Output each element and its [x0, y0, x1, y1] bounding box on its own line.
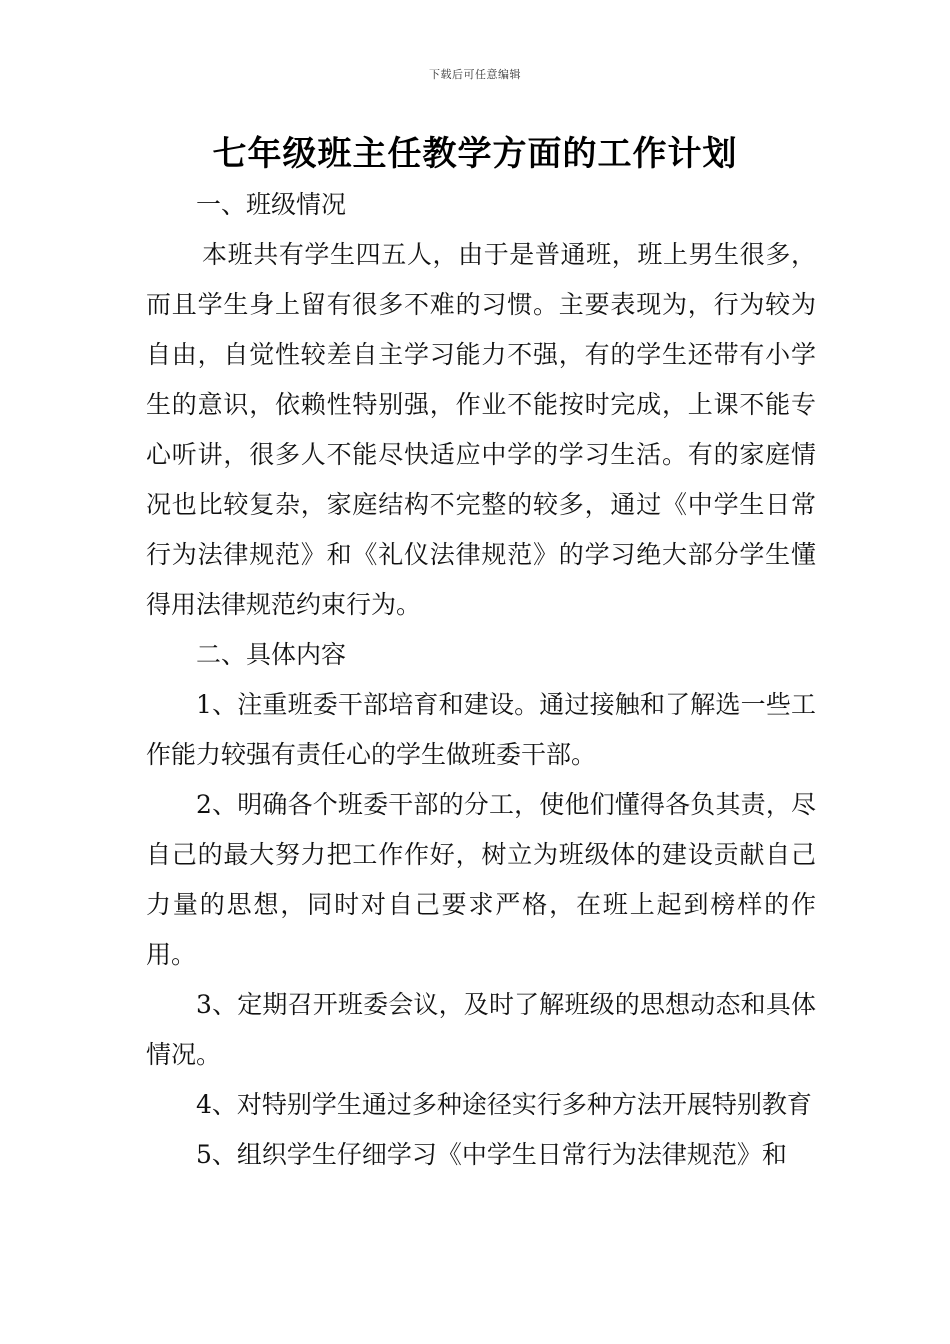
section-heading-specific-content: 二、具体内容 [196, 640, 347, 669]
paragraph-class-situation: 本班共有学生四五人，由于是普通班，班上男生很多，而且学生身上留有很多不难的习惯。主要表现为，行为较为自由，自觉性较差自主学习能力不强，有的学生还带有小学生的意识，依赖性特别强，作业不能按时完成，上课不能专心听讲，很多人不能尽快适应中学的学习生活。有的家庭情况也比较复杂，家庭结构不完整的较多，通过《中学生日常行为法律规范》和《礼仪法律规范》的学习绝大部分学生懂得用法律规范约束行为。 [146, 240, 816, 619]
list-item-5: 5、组织学生仔细学习《中学生日常行为法律规范》和 [196, 1140, 787, 1169]
document-title: 七年级班主任教学方面的工作计划 [212, 134, 738, 174]
list-item-1: 1、注重班委干部培育和建设。通过接触和了解选一些工作能力较强有责任心的学生做班委干部。 [146, 690, 816, 769]
section-heading-class-situation: 一、班级情况 [196, 190, 347, 219]
document-body [146, 180, 816, 1180]
list-item-2: 2、明确各个班委干部的分工，使他们懂得各负其责，尽自己的最大努力把工作作好，树立为班级体的建设贡献自己力量的思想，同时对自己要求严格，在班上起到榜样的作用。 [146, 790, 816, 969]
list-item-4: 4、对特别学生通过多种途径实行多种方法开展特别教育 [196, 1090, 812, 1119]
header-note: 下载后可任意编辑 [429, 68, 521, 81]
list-item-3: 3、定期召开班委会议，及时了解班级的思想动态和具体情况。 [146, 990, 816, 1069]
